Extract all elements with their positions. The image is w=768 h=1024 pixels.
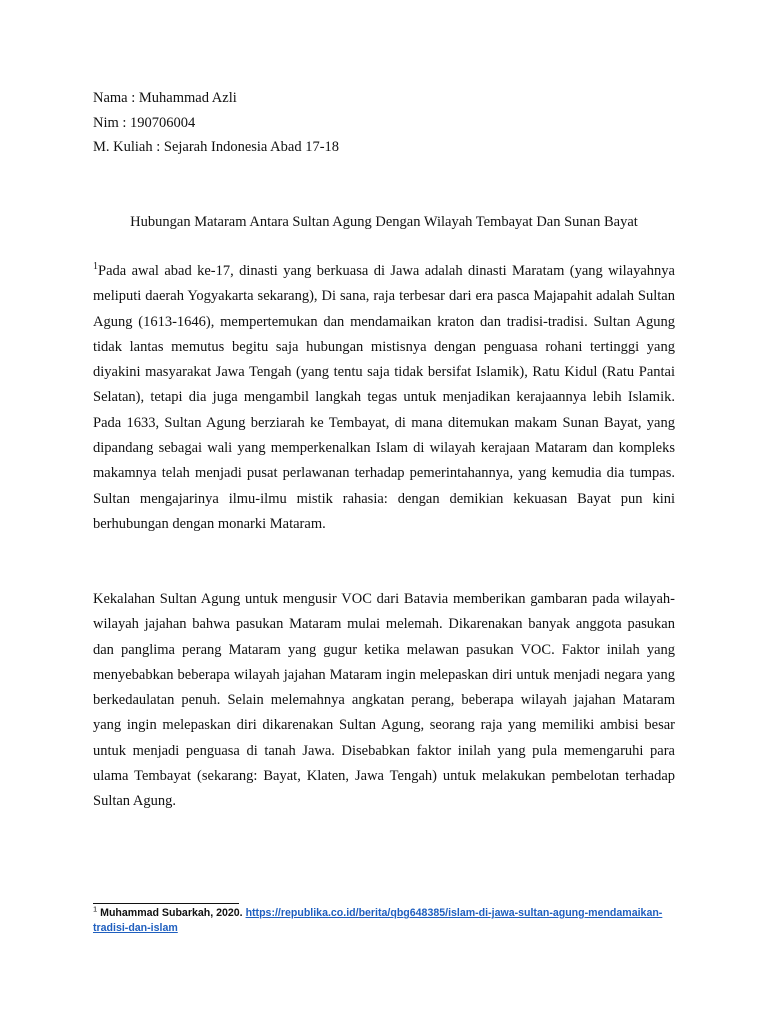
footnote-number: 1 xyxy=(93,904,98,914)
student-nim: Nim : 190706004 xyxy=(93,114,196,131)
document-title: Hubungan Mataram Antara Sultan Agung Dengan Wilayah Tembayat Dan Sunan Bayat xyxy=(130,214,638,230)
footnote-link[interactable]: https://republika.co.id/berita/qbg648385/islam-di-jawa-sultan-agung-mendamaikan-tradisi-dan-islam xyxy=(93,907,663,934)
student-info xyxy=(93,86,339,160)
student-name: Nama : Muhammad Azli xyxy=(93,90,237,106)
footnote xyxy=(93,906,683,935)
footnote-citation: Muhammad Subarkah, 2020. xyxy=(100,907,243,919)
paragraph-2: Kekalahan Sultan Agung untuk mengusir VOC dari Batavia memberikan gambaran pada wilayah-wilayah jajahan bahwa pasukan Mataram mulai melemah. Dikarenakan banyak anggota pasukan dan panglima perang Mataram yang gugur ketika melawan pasukan VOC. Faktor inilah yang menyebabkan beberapa wilayah jajahan Mataram ingin melepaskan diri untuk menjadi negara yang berkedaulatan penuh. Selain melemahnya angkatan perang, beberapa wilayah jajahan Mataram yang ingin melepaskan diri dikarenakan Sultan Agung, seorang raja yang memiliki ambisi besar untuk menjadi penguasa di tanah Jawa. Disebabkan faktor inilah yang pula memengaruhi para ulama Tembayat (sekarang: Bayat, Klaten, Jawa Tengah) untuk melakukan pembelotan terhadap Sultan Agung. xyxy=(93,591,675,810)
course-name: M. Kuliah : Sejarah Indonesia Abad 17-18 xyxy=(93,139,340,155)
footnote-reference[interactable]: 1 xyxy=(93,261,98,273)
paragraph-1 xyxy=(93,259,675,537)
paragraph-1-text: Pada awal abad ke-17, dinasti yang berkuasa di Jawa adalah dinasti Maratam (yang wilayahnya meliputi daerah Yogyakarta sekarang), Di sana, raja terbesar dari era pasca Majapahit adalah Sultan Agung (1613-1646), mempertemukan dan mendamaikan kraton dan tradisi-tradisi. Sultan Agung tidak lantas memutus begitu saja hubungan mistisnya dengan penguasa rohani tertinggi yang diyakini masyarakat Jawa Tengah (yang tentu saja tidak bersifat Islamik), Ratu Kidul (Ratu Pantai Selatan), tetapi dia juga mengambil langkah tegas untuk menjadikan kerajaannya lebih Islamik. Pada 1633, Sultan Agung berziarah ke Tembayat, di mana ditemukan makam Sunan Bayat, yang dipandang sebagai wali yang memperkenalkan Islam di wilayah kerajaan Mataram dan kompleks makamnya telah menjadi pusat perlawanan terhadap pemerintahannya, yang kemudia dia tumpas. Sultan mengajarinya ilmu-ilmu mistik rahasia: dengan demikian kekuasan Bayat pun kini berhubungan dengan monarki Mataram. xyxy=(93,263,675,532)
footnote-separator xyxy=(93,903,239,904)
